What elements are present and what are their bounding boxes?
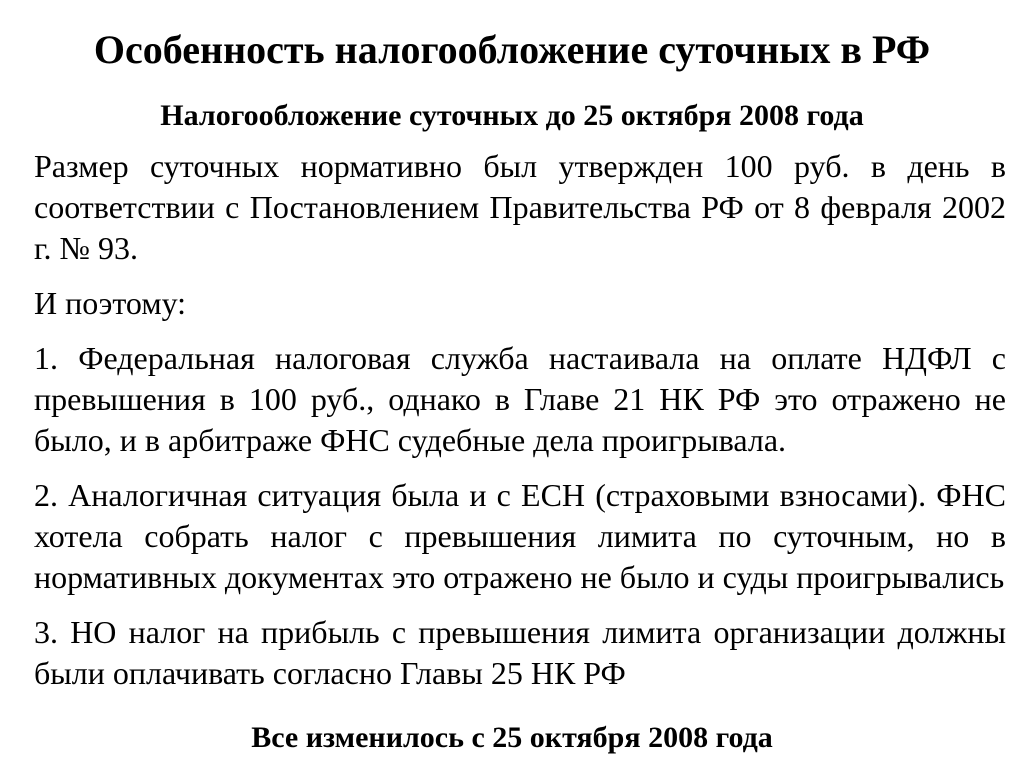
slide-body	[34, 146, 1006, 708]
list-item-3: 3. НО налог на прибыль с превышения лимита организации должны были оплачивать согласно Главы 25 НК РФ	[34, 614, 1006, 691]
intro-paragraph: Размер суточных нормативно был утвержден 100 руб. в день в соответствии с Постановлением Правительства РФ от 8 февраля 2002 г. № 93.	[34, 148, 1006, 266]
slide-footer: Все изменилось с 25 октября 2008 года	[251, 721, 773, 754]
list-item-1: 1. Федеральная налоговая служба настаивала на оплате НДФЛ с превышения в 100 руб., однако в Главе 21 НК РФ это отражено не было, и в арбитраже ФНС судебные дела проигрывала.	[34, 340, 1006, 458]
slide-subtitle: Налогообложение суточных до 25 октября 2008 года	[160, 99, 864, 132]
list-item-2: 2. Аналогичная ситуация была и с ЕСН (страховыми взносами). ФНС хотела собрать налог с превышения лимита по суточным, но в нормативных документах это отражено не было и суды проигрывались	[34, 477, 1006, 595]
lead-paragraph: И поэтому:	[34, 285, 187, 321]
slide-title: Особенность налогообложение суточных в РФ	[93, 27, 931, 72]
